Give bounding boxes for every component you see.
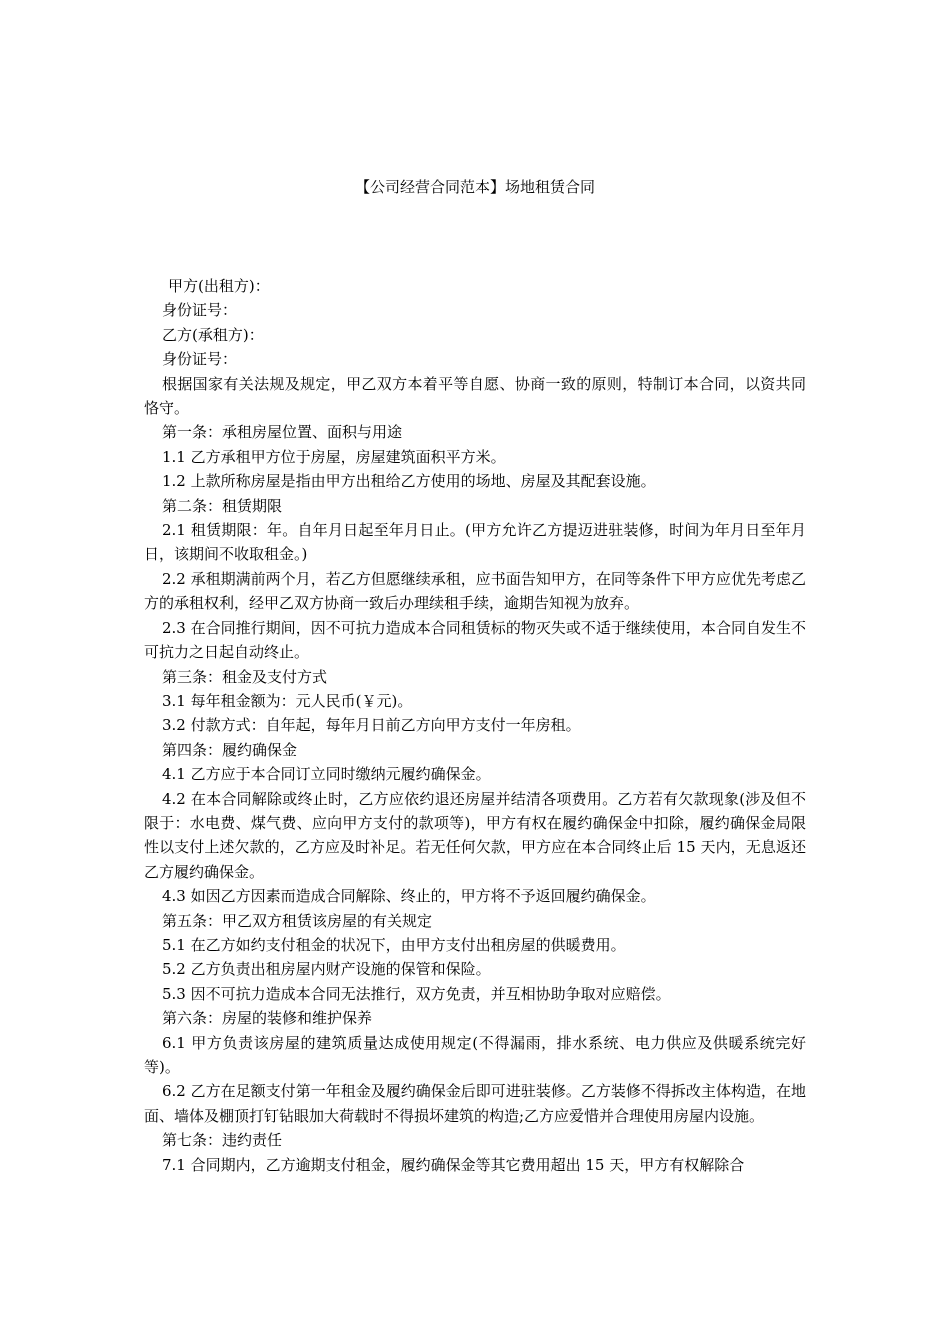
clause-3-1: 3.1 每年租金额为：元人民币(￥元)。 [162,691,413,710]
clause-7-1: 7.1 合同期内，乙方逾期支付租金，履约确保金等其它费用超出 15 天，甲方有权解除合 [162,1155,745,1174]
article-heading-5: 第五条：甲乙双方租赁该房屋的有关规定 [162,911,433,930]
clause-5-3: 5.3 因不可抗力造成本合同无法推行，双方免责，并互相协助争取对应赔偿。 [162,984,671,1003]
clause-2-1: 2.1 租赁期限：年。自年月日起至年月日止。(甲方允许乙方提迈进驻装修，时间为年月日至年月日，该期间不收取租金。) [144,521,806,564]
clause-6-1: 6.1 甲方负责该房屋的建筑质量达成使用规定(不得漏雨，排水系统、电力供应及供暖系统完好等)。 [144,1033,806,1076]
clause-2-2: 2.2 承租期满前两个月，若乙方但愿继续承租，应书面告知甲方，在同等条件下甲方应优先考虑乙方的承租权利，经甲乙双方协商一致后办理续租手续，逾期告知视为放弃。 [144,569,806,613]
article-heading-7: 第七条：违约责任 [162,1131,283,1150]
paragraph-lessee-id: 身份证号： [162,350,238,369]
paragraph-lessor: 甲方(出租方)： [168,277,270,295]
clause-3-2: 3.2 付款方式：自年起，每年月日前乙方向甲方支付一年房租。 [162,716,581,735]
article-heading-3: 第三条：租金及支付方式 [162,667,328,686]
clause-5-2: 5.2 乙方负责出租房屋内财产设施的保管和保险。 [162,960,491,979]
clause-5-1: 5.1 在乙方如约支付租金的状况下，由甲方支付出租房屋的供暖费用。 [162,935,626,954]
document-title: 【公司经营合同范本】场地租赁合同 [354,178,595,196]
clause-1-1: 1.1 乙方承租甲方位于房屋，房屋建筑面积平方米。 [162,447,506,466]
clause-4-3: 4.3 如因乙方因素而造成合同解除、终止的，甲方将不予返回履约确保金。 [162,887,656,906]
clause-4-1: 4.1 乙方应于本合同订立同时缴纳元履约确保金。 [162,765,491,784]
clause-6-2: 6.2 乙方在足额支付第一年租金及履约确保金后即可进驻装修。乙方装修不得拆改主体构造，在地面、墙体及棚顶打钉钻眼加大荷载时不得损坏建筑的构造;乙方应爱惜并合理使用房屋内设施。 [144,1082,806,1125]
article-heading-2: 第二条：租赁期限 [162,496,283,515]
document-body [144,274,806,1177]
paragraph-preamble: 根据国家有关法规及规定，甲乙双方本着平等自愿、协商一致的原则，特制订本合同，以资共同恪守。 [144,374,806,418]
article-heading-6: 第六条：房屋的装修和维护保养 [162,1009,373,1028]
paragraph-lessor-id: 身份证号： [162,301,238,320]
clause-4-2: 4.2 在本合同解除或终止时，乙方应依约退还房屋并结清各项费用。乙方若有欠款现象(涉及但不限于：水电费、煤气费、应向甲方支付的款项等)，甲方有权在履约确保金中扣除，履约确保金局限性以支付上述欠款的，乙方应及时补足。若无任何欠款，甲方应在本合同终止后 15 天内，无息返还乙方履约确保金。 [144,789,806,881]
article-heading-1: 第一条：承租房屋位置、面积与用途 [162,423,403,442]
paragraph-lessee: 乙方(承租方)： [162,325,264,344]
article-heading-4: 第四条：履约确保金 [162,740,298,759]
clause-1-2: 1.2 上款所称房屋是指由甲方出租给乙方使用的场地、房屋及其配套设施。 [162,472,656,491]
clause-2-3: 2.3 在合同推行期间，因不可抗力造成本合同租赁标的物灭失或不适于继续使用，本合同自发生不可抗力之日起自动终止。 [144,618,806,662]
